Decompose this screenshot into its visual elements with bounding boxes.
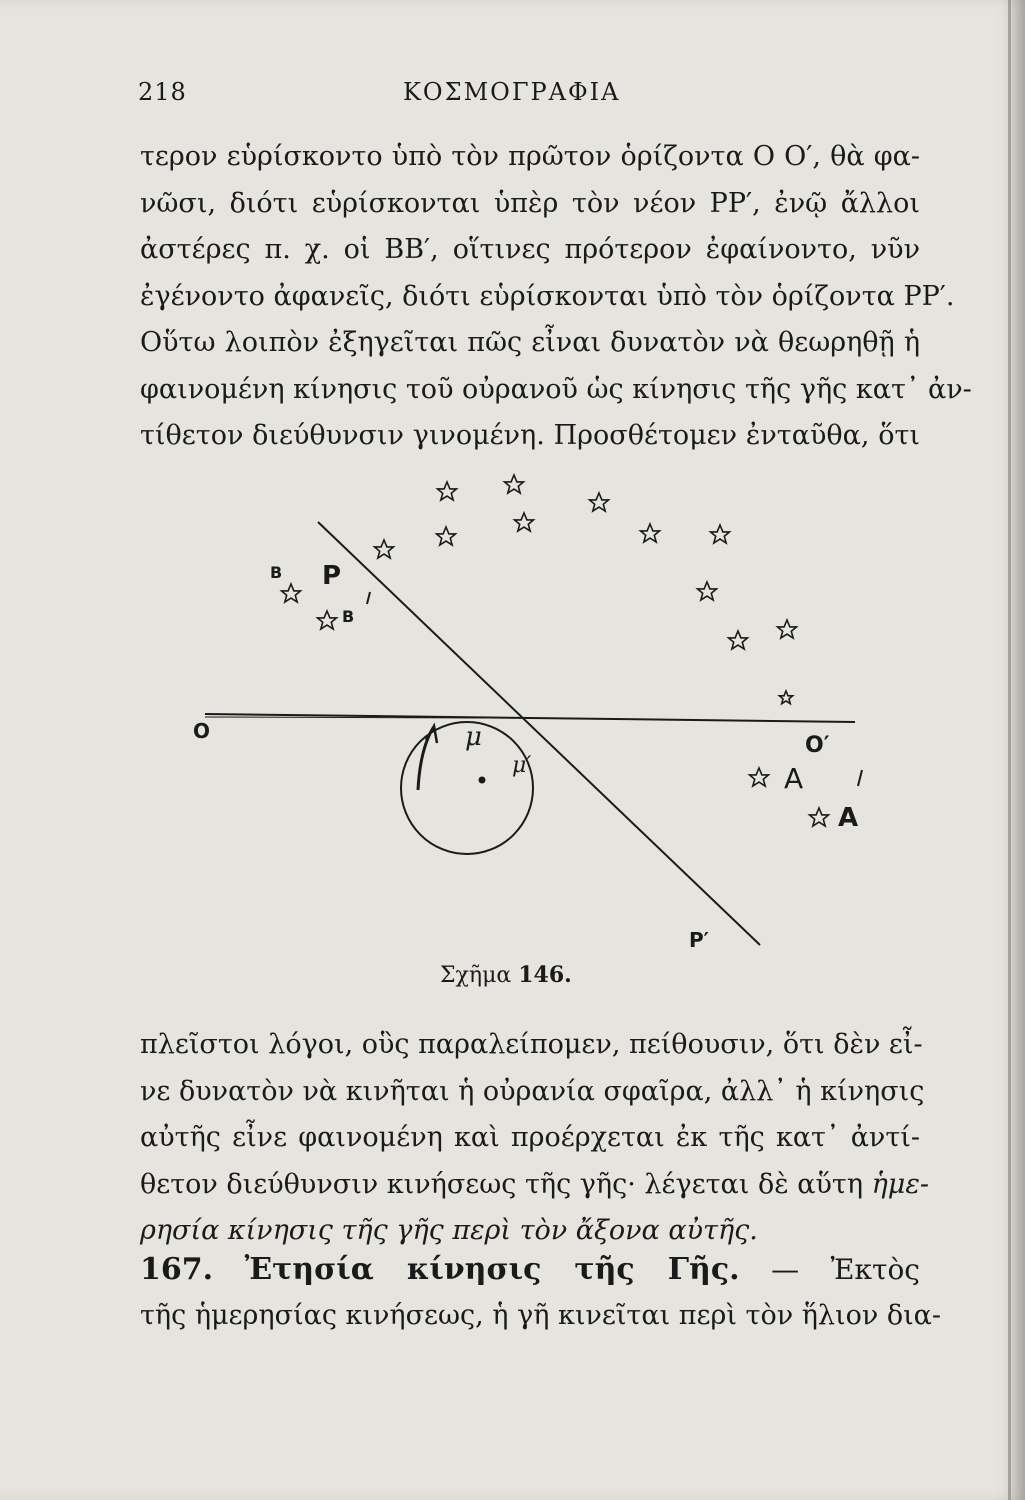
figure-caption	[440, 962, 572, 988]
star-icon	[437, 527, 456, 545]
label-b-right: B	[342, 607, 355, 626]
text-line: τερον εὑρίσκοντο ὑπὸ τὸν πρῶτον ὁρίζοντα Ο Ο′, θὰ φα-	[140, 141, 920, 172]
horizon-line-oo	[205, 714, 855, 722]
label-mu: μ	[465, 722, 482, 752]
caption-word: Σχῆμα	[440, 963, 512, 988]
star-icon	[375, 540, 394, 558]
section-text-line: τῆς ἡμερησίας κινήσεως, ἡ γῆ κινεῖται περὶ τὸν ἥλιον δια-	[140, 1300, 942, 1331]
text-line	[140, 1162, 929, 1209]
italic-term: ἡμε-	[871, 1168, 929, 1200]
label-p-top: P	[322, 561, 342, 591]
label-b-left: B	[270, 563, 283, 582]
text-line-italic: ρησία κίνησις τῆς γῆς περὶ τὸν ἄξονα αὐτῆς.	[140, 1215, 758, 1246]
section-dash: —	[771, 1253, 800, 1286]
horizon-line-pp	[318, 522, 760, 945]
paragraph-bottom	[140, 1022, 929, 1255]
section-lead: Ἐκτὸς	[830, 1253, 920, 1286]
label-a: A	[784, 762, 804, 795]
label-o-right: O′	[805, 733, 830, 758]
star-icon	[810, 808, 829, 826]
star-icon	[438, 482, 457, 500]
page-number: 218	[138, 78, 187, 106]
text-line: ἀστέρες π. χ. οἱ ΒΒ′, οἵτινες πρότερον ἐφαίνοντο, νῦν	[140, 234, 920, 265]
star-icon	[711, 525, 730, 543]
star-icon	[729, 631, 748, 649]
text-line: Οὕτω λοιπὸν ἐξηγεῖται πῶς εἶναι δυνατὸν νὰ θεωρηθῇ ἡ	[140, 327, 920, 358]
section-heading	[140, 1252, 920, 1302]
text-fragment: θετον διεύθυνσιν κινήσεως τῆς γῆς· λέγεται δὲ αὕτη	[140, 1168, 864, 1200]
caption-number: 146.	[518, 962, 572, 988]
section-title: Ἐτησία κίνησις τῆς Γῆς.	[244, 1252, 740, 1287]
text-line: πλεῖστοι λόγοι, οὓς παραλείπομεν, πείθουσιν, ὅτι δὲν εἶ-	[140, 1029, 923, 1060]
text-line: τίθετον διεύθυνσιν γινομένη. Προσθέτομεν ἐνταῦθα, ὅτι	[140, 420, 920, 451]
text-line: νῶσι, διότι εὑρίσκονται ὑπὲρ τὸν νέον ΡΡ′, ἐνῷ ἄλλοι	[140, 187, 920, 219]
star-icon	[778, 620, 797, 638]
star-icon	[282, 584, 301, 602]
star-icon	[698, 582, 717, 600]
label-p-bottom: P′	[689, 928, 709, 952]
star-icon	[750, 768, 769, 786]
star-icon	[641, 524, 660, 542]
label-a-prime: A	[838, 803, 859, 833]
text-line: αὐτῆς εἶνε φαινομένη καὶ προέρχεται ἐκ τῆς κατ᾽ ἀντί-	[140, 1122, 920, 1153]
star-icon	[515, 513, 534, 531]
earth-center-dot	[479, 777, 486, 784]
star-icon	[318, 611, 337, 629]
label-o-left: O	[193, 719, 211, 743]
star-icon	[779, 691, 792, 704]
section-number: 167.	[140, 1252, 214, 1287]
label-mu-prime: μ′	[512, 753, 532, 778]
star-icon	[505, 475, 524, 493]
stars-group	[282, 475, 829, 826]
text-line: νε δυνατὸν νὰ κινῆται ἡ οὐρανία σφαῖρα, ἀλλ᾽ ἡ κίνησις	[140, 1075, 925, 1107]
star-icon	[590, 493, 609, 511]
running-title: ΚΟΣΜΟΓΡΑΦΙΑ	[403, 78, 621, 106]
text-line: ἐγένοντο ἀφανεῖς, διότι εὑρίσκονται ὑπὸ τὸν ὁρίζοντα ΡΡ′.	[140, 280, 955, 312]
text-line: φαινομένη κίνησις τοῦ οὐρανοῦ ὡς κίνησις τῆς γῆς κατ᾽ ἀν-	[140, 373, 972, 405]
